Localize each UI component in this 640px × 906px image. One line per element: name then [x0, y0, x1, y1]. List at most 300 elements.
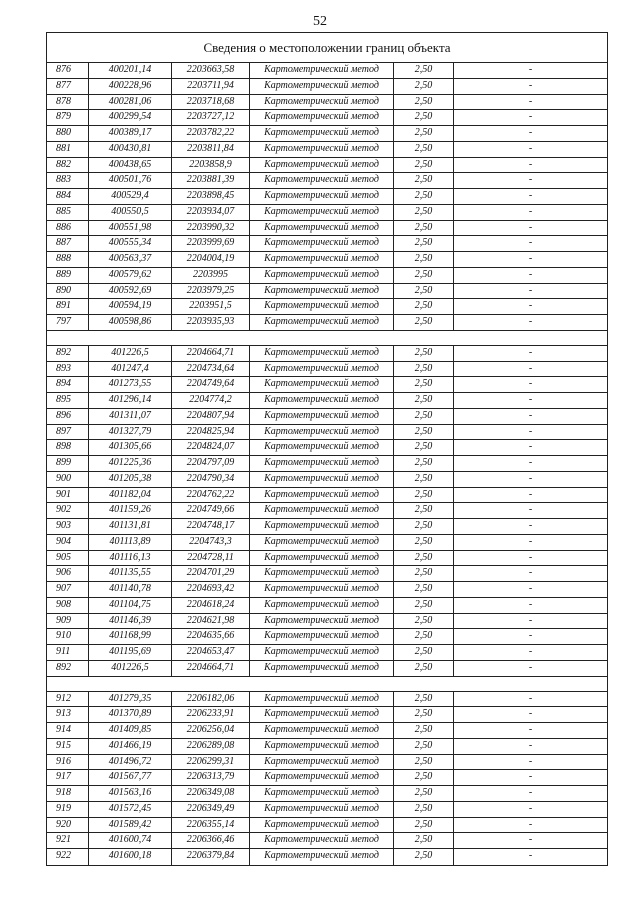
accuracy-cell: 2,50 — [394, 110, 454, 125]
description-cell: - — [528, 551, 533, 563]
y-coordinate-cell: 2203999,69 — [172, 236, 250, 251]
point-number-cell: 916 — [47, 755, 89, 770]
description-cell: - — [528, 95, 533, 107]
method-cell: Картометрический метод — [250, 205, 394, 220]
accuracy-cell: 2,50 — [394, 126, 454, 141]
x-coordinate-cell: 401370,89 — [89, 707, 172, 722]
method-cell: Картометрический метод — [250, 551, 394, 566]
accuracy-cell: 2,50 — [394, 818, 454, 833]
table-row — [47, 519, 607, 535]
accuracy-cell: 2,50 — [394, 252, 454, 267]
point-number-cell: 908 — [47, 598, 89, 613]
description-cell: - — [528, 755, 533, 767]
y-coordinate-cell: 2203782,22 — [172, 126, 250, 141]
table-row — [47, 110, 607, 126]
accuracy-cell: 2,50 — [394, 377, 454, 392]
table-row — [47, 126, 607, 142]
x-coordinate-cell: 400555,34 — [89, 236, 172, 251]
accuracy-cell: 2,50 — [394, 535, 454, 550]
method-cell: Картометрический метод — [250, 472, 394, 487]
method-cell: Картометрический метод — [250, 189, 394, 204]
point-number-cell: 885 — [47, 205, 89, 220]
method-cell: Картометрический метод — [250, 582, 394, 597]
table-row — [47, 236, 607, 252]
method-cell: Картометрический метод — [250, 126, 394, 141]
method-cell: Картометрический метод — [250, 692, 394, 707]
x-coordinate-cell: 401205,38 — [89, 472, 172, 487]
y-coordinate-cell: 2206379,84 — [172, 849, 250, 865]
accuracy-cell: 2,50 — [394, 739, 454, 754]
description-cell: - — [528, 630, 533, 642]
point-number-cell: 913 — [47, 707, 89, 722]
accuracy-cell: 2,50 — [394, 440, 454, 455]
description-cell: - — [528, 520, 533, 531]
point-number-cell: 897 — [47, 425, 89, 440]
point-number-cell: 884 — [47, 189, 89, 204]
table-row — [47, 535, 607, 551]
x-coordinate-cell: 401225,36 — [89, 456, 172, 471]
y-coordinate-cell: 2204734,64 — [172, 362, 250, 377]
y-coordinate-cell: 2206299,31 — [172, 755, 250, 770]
table-row — [47, 63, 607, 79]
y-coordinate-cell: 2203881,39 — [172, 173, 250, 188]
y-coordinate-cell: 2203898,45 — [172, 189, 250, 204]
table-row — [47, 425, 607, 441]
method-cell: Картометрический метод — [250, 95, 394, 110]
description-cell: - — [528, 504, 533, 516]
x-coordinate-cell: 400551,98 — [89, 221, 172, 236]
point-number-cell: 915 — [47, 739, 89, 754]
method-cell: Картометрический метод — [250, 535, 394, 550]
method-cell: Картометрический метод — [250, 818, 394, 833]
point-number-cell: 896 — [47, 409, 89, 424]
description-cell: - — [528, 362, 533, 374]
point-number-cell: 905 — [47, 551, 89, 566]
description-cell: - — [528, 316, 533, 327]
method-cell: Картометрический метод — [250, 645, 394, 660]
description-cell: - — [528, 174, 533, 186]
method-cell: Картометрический метод — [250, 346, 394, 361]
table-row — [47, 252, 607, 268]
point-number-cell: 888 — [47, 252, 89, 267]
x-coordinate-cell: 401226,5 — [89, 346, 172, 361]
y-coordinate-cell: 2204664,71 — [172, 346, 250, 361]
point-number-cell: 886 — [47, 221, 89, 236]
x-coordinate-cell: 400438,65 — [89, 158, 172, 173]
point-number-cell: 907 — [47, 582, 89, 597]
description-cell: - — [528, 771, 533, 783]
accuracy-cell: 2,50 — [394, 173, 454, 188]
description-cell: - — [528, 79, 533, 91]
accuracy-cell: 2,50 — [394, 362, 454, 377]
table-row — [47, 833, 607, 849]
description-cell: - — [528, 583, 533, 594]
accuracy-cell: 2,50 — [394, 393, 454, 408]
x-coordinate-cell: 401140,78 — [89, 582, 172, 597]
accuracy-cell: 2,50 — [394, 268, 454, 283]
x-coordinate-cell: 400201,14 — [89, 63, 172, 78]
point-number-cell: 910 — [47, 629, 89, 644]
accuracy-cell: 2,50 — [394, 95, 454, 110]
table-row — [47, 488, 607, 504]
table-row — [47, 849, 607, 865]
y-coordinate-cell: 2204653,47 — [172, 645, 250, 660]
point-number-cell: 920 — [47, 818, 89, 833]
y-coordinate-cell: 2206289,08 — [172, 739, 250, 754]
description-cell: - — [528, 850, 533, 861]
table-row — [47, 284, 607, 300]
description-cell: - — [528, 127, 533, 138]
table-row — [47, 315, 607, 331]
description-cell: - — [528, 724, 533, 735]
point-number-cell: 797 — [47, 315, 89, 330]
method-cell: Картометрический метод — [250, 488, 394, 503]
x-coordinate-cell: 401273,55 — [89, 377, 172, 392]
description-cell: - — [528, 253, 533, 264]
y-coordinate-cell: 2204762,22 — [172, 488, 250, 503]
x-coordinate-cell: 401146,39 — [89, 614, 172, 629]
x-coordinate-cell: 401572,45 — [89, 802, 172, 817]
accuracy-cell: 2,50 — [394, 315, 454, 330]
point-number-cell: 880 — [47, 126, 89, 141]
method-cell: Картометрический метод — [250, 158, 394, 173]
method-cell: Картометрический метод — [250, 770, 394, 785]
y-coordinate-cell: 2204774,2 — [172, 393, 250, 408]
x-coordinate-cell: 401247,4 — [89, 362, 172, 377]
accuracy-cell: 2,50 — [394, 189, 454, 204]
method-cell: Картометрический метод — [250, 519, 394, 534]
point-number-cell: 912 — [47, 692, 89, 707]
method-cell: Картометрический метод — [250, 236, 394, 251]
point-number-cell: 877 — [47, 79, 89, 94]
method-cell: Картометрический метод — [250, 79, 394, 94]
method-cell: Картометрический метод — [250, 252, 394, 267]
description-cell: - — [528, 64, 533, 75]
point-number-cell: 904 — [47, 535, 89, 550]
y-coordinate-cell: 2203990,32 — [172, 221, 250, 236]
table-row — [47, 770, 607, 786]
x-coordinate-cell: 400563,37 — [89, 252, 172, 267]
y-coordinate-cell: 2204790,34 — [172, 472, 250, 487]
table-row — [47, 503, 607, 519]
y-coordinate-cell: 2204807,94 — [172, 409, 250, 424]
table-row — [47, 142, 607, 158]
description-cell: - — [528, 205, 533, 217]
description-cell: - — [528, 158, 533, 170]
method-cell: Картометрический метод — [250, 833, 394, 848]
x-coordinate-cell: 400550,5 — [89, 205, 172, 220]
table-row — [47, 723, 607, 739]
accuracy-cell: 2,50 — [394, 409, 454, 424]
table-row — [47, 79, 607, 95]
point-number-cell: 879 — [47, 110, 89, 125]
point-number-cell: 892 — [47, 346, 89, 361]
accuracy-cell: 2,50 — [394, 833, 454, 848]
table-row — [47, 189, 607, 205]
table-row — [47, 299, 607, 315]
table-row — [47, 377, 607, 393]
point-number-cell: 891 — [47, 299, 89, 314]
method-cell: Картометрический метод — [250, 755, 394, 770]
y-coordinate-cell: 2204749,64 — [172, 377, 250, 392]
table-row — [47, 818, 607, 834]
accuracy-cell: 2,50 — [394, 770, 454, 785]
accuracy-cell: 2,50 — [394, 614, 454, 629]
point-number-cell: 921 — [47, 833, 89, 848]
description-cell: - — [528, 708, 533, 720]
x-coordinate-cell: 401168,99 — [89, 629, 172, 644]
point-number-cell: 899 — [47, 456, 89, 471]
method-cell: Картометрический метод — [250, 707, 394, 722]
y-coordinate-cell: 2203979,25 — [172, 284, 250, 299]
method-cell: Картометрический метод — [250, 284, 394, 299]
accuracy-cell: 2,50 — [394, 707, 454, 722]
point-number-cell: 892 — [47, 661, 89, 676]
method-cell: Картометрический метод — [250, 362, 394, 377]
point-number-cell: 890 — [47, 284, 89, 299]
x-coordinate-cell: 401327,79 — [89, 425, 172, 440]
description-cell: - — [528, 661, 533, 673]
y-coordinate-cell: 2204825,94 — [172, 425, 250, 440]
point-number-cell: 883 — [47, 173, 89, 188]
y-coordinate-cell: 2203811,84 — [172, 142, 250, 157]
table-title: Сведения о местоположении границ объекта — [47, 33, 607, 63]
table-row — [47, 614, 607, 630]
y-coordinate-cell: 2206313,79 — [172, 770, 250, 785]
accuracy-cell: 2,50 — [394, 142, 454, 157]
point-number-cell: 895 — [47, 393, 89, 408]
method-cell: Картометрический метод — [250, 409, 394, 424]
point-number-cell: 887 — [47, 236, 89, 251]
accuracy-cell: 2,50 — [394, 692, 454, 707]
description-cell: - — [528, 111, 533, 123]
accuracy-cell: 2,50 — [394, 158, 454, 173]
y-coordinate-cell: 2204693,42 — [172, 582, 250, 597]
point-number-cell: 889 — [47, 268, 89, 283]
accuracy-cell: 2,50 — [394, 645, 454, 660]
accuracy-cell: 2,50 — [394, 551, 454, 566]
table-row — [47, 551, 607, 567]
description-cell: - — [528, 441, 533, 453]
point-number-cell: 900 — [47, 472, 89, 487]
x-coordinate-cell: 400594,19 — [89, 299, 172, 314]
method-cell: Картометрический метод — [250, 503, 394, 518]
accuracy-cell: 2,50 — [394, 786, 454, 801]
description-cell: - — [528, 237, 533, 249]
description-cell: - — [528, 142, 533, 154]
x-coordinate-cell: 401279,35 — [89, 692, 172, 707]
method-cell: Картометрический метод — [250, 661, 394, 676]
accuracy-cell: 2,50 — [394, 79, 454, 94]
accuracy-cell: 2,50 — [394, 503, 454, 518]
description-cell: - — [528, 472, 533, 484]
description-cell: - — [528, 739, 533, 751]
table-row — [47, 346, 607, 362]
method-cell: Картометрический метод — [250, 598, 394, 613]
x-coordinate-cell: 401600,74 — [89, 833, 172, 848]
x-coordinate-cell: 401296,14 — [89, 393, 172, 408]
table-row — [47, 440, 607, 456]
y-coordinate-cell: 2204748,17 — [172, 519, 250, 534]
accuracy-cell: 2,50 — [394, 849, 454, 865]
table-row — [47, 786, 607, 802]
table-row — [47, 629, 607, 645]
point-number-cell: 911 — [47, 645, 89, 660]
point-number-cell: 898 — [47, 440, 89, 455]
method-cell: Картометрический метод — [250, 173, 394, 188]
x-coordinate-cell: 400579,62 — [89, 268, 172, 283]
description-cell: - — [528, 488, 533, 500]
table-row — [47, 221, 607, 237]
table-row — [47, 645, 607, 661]
method-cell: Картометрический метод — [250, 566, 394, 581]
table-row — [47, 582, 607, 598]
method-cell: Картометрический метод — [250, 786, 394, 801]
table-row — [47, 598, 607, 614]
x-coordinate-cell: 401116,13 — [89, 551, 172, 566]
x-coordinate-cell: 401226,5 — [89, 661, 172, 676]
y-coordinate-cell: 2203711,94 — [172, 79, 250, 94]
y-coordinate-cell: 2203935,93 — [172, 315, 250, 330]
accuracy-cell: 2,50 — [394, 802, 454, 817]
section-separator — [47, 331, 607, 346]
x-coordinate-cell: 401195,69 — [89, 645, 172, 660]
y-coordinate-cell: 2206366,46 — [172, 833, 250, 848]
table-row — [47, 173, 607, 189]
x-coordinate-cell: 400592,69 — [89, 284, 172, 299]
method-cell: Картометрический метод — [250, 110, 394, 125]
method-cell: Картометрический метод — [250, 739, 394, 754]
method-cell: Картометрический метод — [250, 377, 394, 392]
point-number-cell: 914 — [47, 723, 89, 738]
table-row — [47, 692, 607, 708]
y-coordinate-cell: 2204824,07 — [172, 440, 250, 455]
description-cell: - — [528, 614, 533, 626]
page-number: 52 — [313, 14, 327, 29]
method-cell: Картометрический метод — [250, 315, 394, 330]
x-coordinate-cell: 401159,26 — [89, 503, 172, 518]
method-cell: Картометрический метод — [250, 456, 394, 471]
y-coordinate-cell: 2204618,24 — [172, 598, 250, 613]
description-cell: - — [528, 802, 533, 814]
point-number-cell: 918 — [47, 786, 89, 801]
method-cell: Картометрический метод — [250, 425, 394, 440]
description-cell: - — [528, 567, 533, 579]
accuracy-cell: 2,50 — [394, 661, 454, 676]
x-coordinate-cell: 400299,54 — [89, 110, 172, 125]
table-row — [47, 566, 607, 582]
y-coordinate-cell: 2204621,98 — [172, 614, 250, 629]
point-number-cell: 917 — [47, 770, 89, 785]
y-coordinate-cell: 2206182,06 — [172, 692, 250, 707]
accuracy-cell: 2,50 — [394, 236, 454, 251]
accuracy-cell: 2,50 — [394, 598, 454, 613]
point-number-cell: 876 — [47, 63, 89, 78]
point-number-cell: 901 — [47, 488, 89, 503]
x-coordinate-cell: 400281,06 — [89, 95, 172, 110]
x-coordinate-cell: 401409,85 — [89, 723, 172, 738]
accuracy-cell: 2,50 — [394, 629, 454, 644]
point-number-cell: 882 — [47, 158, 89, 173]
description-cell: - — [528, 692, 533, 704]
y-coordinate-cell: 2204743,3 — [172, 535, 250, 550]
x-coordinate-cell: 401466,19 — [89, 739, 172, 754]
y-coordinate-cell: 2203727,12 — [172, 110, 250, 125]
method-cell: Картометрический метод — [250, 614, 394, 629]
method-cell: Картометрический метод — [250, 393, 394, 408]
description-cell: - — [528, 394, 533, 405]
description-cell: - — [528, 457, 533, 468]
accuracy-cell: 2,50 — [394, 755, 454, 770]
x-coordinate-cell: 401182,04 — [89, 488, 172, 503]
accuracy-cell: 2,50 — [394, 63, 454, 78]
accuracy-cell: 2,50 — [394, 221, 454, 236]
x-coordinate-cell: 400598,86 — [89, 315, 172, 330]
point-number-cell: 894 — [47, 377, 89, 392]
table-row — [47, 472, 607, 488]
description-cell: - — [528, 818, 533, 830]
y-coordinate-cell: 2204004,19 — [172, 252, 250, 267]
y-coordinate-cell: 2203934,07 — [172, 205, 250, 220]
x-coordinate-cell: 401567,77 — [89, 770, 172, 785]
table-row — [47, 362, 607, 378]
table-row — [47, 755, 607, 771]
accuracy-cell: 2,50 — [394, 582, 454, 597]
description-cell: - — [528, 409, 533, 421]
x-coordinate-cell: 400389,17 — [89, 126, 172, 141]
description-cell: - — [528, 346, 533, 358]
method-cell: Картометрический метод — [250, 63, 394, 78]
x-coordinate-cell: 401600,18 — [89, 849, 172, 865]
x-coordinate-cell: 400430,81 — [89, 142, 172, 157]
description-cell: - — [528, 268, 533, 280]
table-row — [47, 95, 607, 111]
table-row — [47, 205, 607, 221]
table-row — [47, 409, 607, 425]
x-coordinate-cell: 401104,75 — [89, 598, 172, 613]
point-number-cell: 878 — [47, 95, 89, 110]
x-coordinate-cell: 401589,42 — [89, 818, 172, 833]
y-coordinate-cell: 2206256,04 — [172, 723, 250, 738]
description-cell: - — [528, 378, 533, 390]
accuracy-cell: 2,50 — [394, 723, 454, 738]
method-cell: Картометрический метод — [250, 142, 394, 157]
x-coordinate-cell: 400529,4 — [89, 189, 172, 204]
point-number-cell: 903 — [47, 519, 89, 534]
table-row — [47, 802, 607, 818]
y-coordinate-cell: 2206355,14 — [172, 818, 250, 833]
point-number-cell: 881 — [47, 142, 89, 157]
description-cell: - — [528, 190, 533, 201]
description-cell: - — [528, 284, 533, 296]
point-number-cell: 906 — [47, 566, 89, 581]
table-body — [47, 63, 607, 865]
boundary-table — [46, 32, 608, 866]
x-coordinate-cell: 401113,89 — [89, 535, 172, 550]
point-number-cell: 893 — [47, 362, 89, 377]
accuracy-cell: 2,50 — [394, 566, 454, 581]
y-coordinate-cell: 2203995 — [172, 268, 250, 283]
method-cell: Картометрический метод — [250, 849, 394, 865]
accuracy-cell: 2,50 — [394, 205, 454, 220]
description-cell: - — [528, 787, 533, 798]
accuracy-cell: 2,50 — [394, 488, 454, 503]
x-coordinate-cell: 401496,72 — [89, 755, 172, 770]
description-cell: - — [528, 535, 533, 547]
y-coordinate-cell: 2204749,66 — [172, 503, 250, 518]
x-coordinate-cell: 400501,76 — [89, 173, 172, 188]
description-cell: - — [528, 221, 533, 233]
